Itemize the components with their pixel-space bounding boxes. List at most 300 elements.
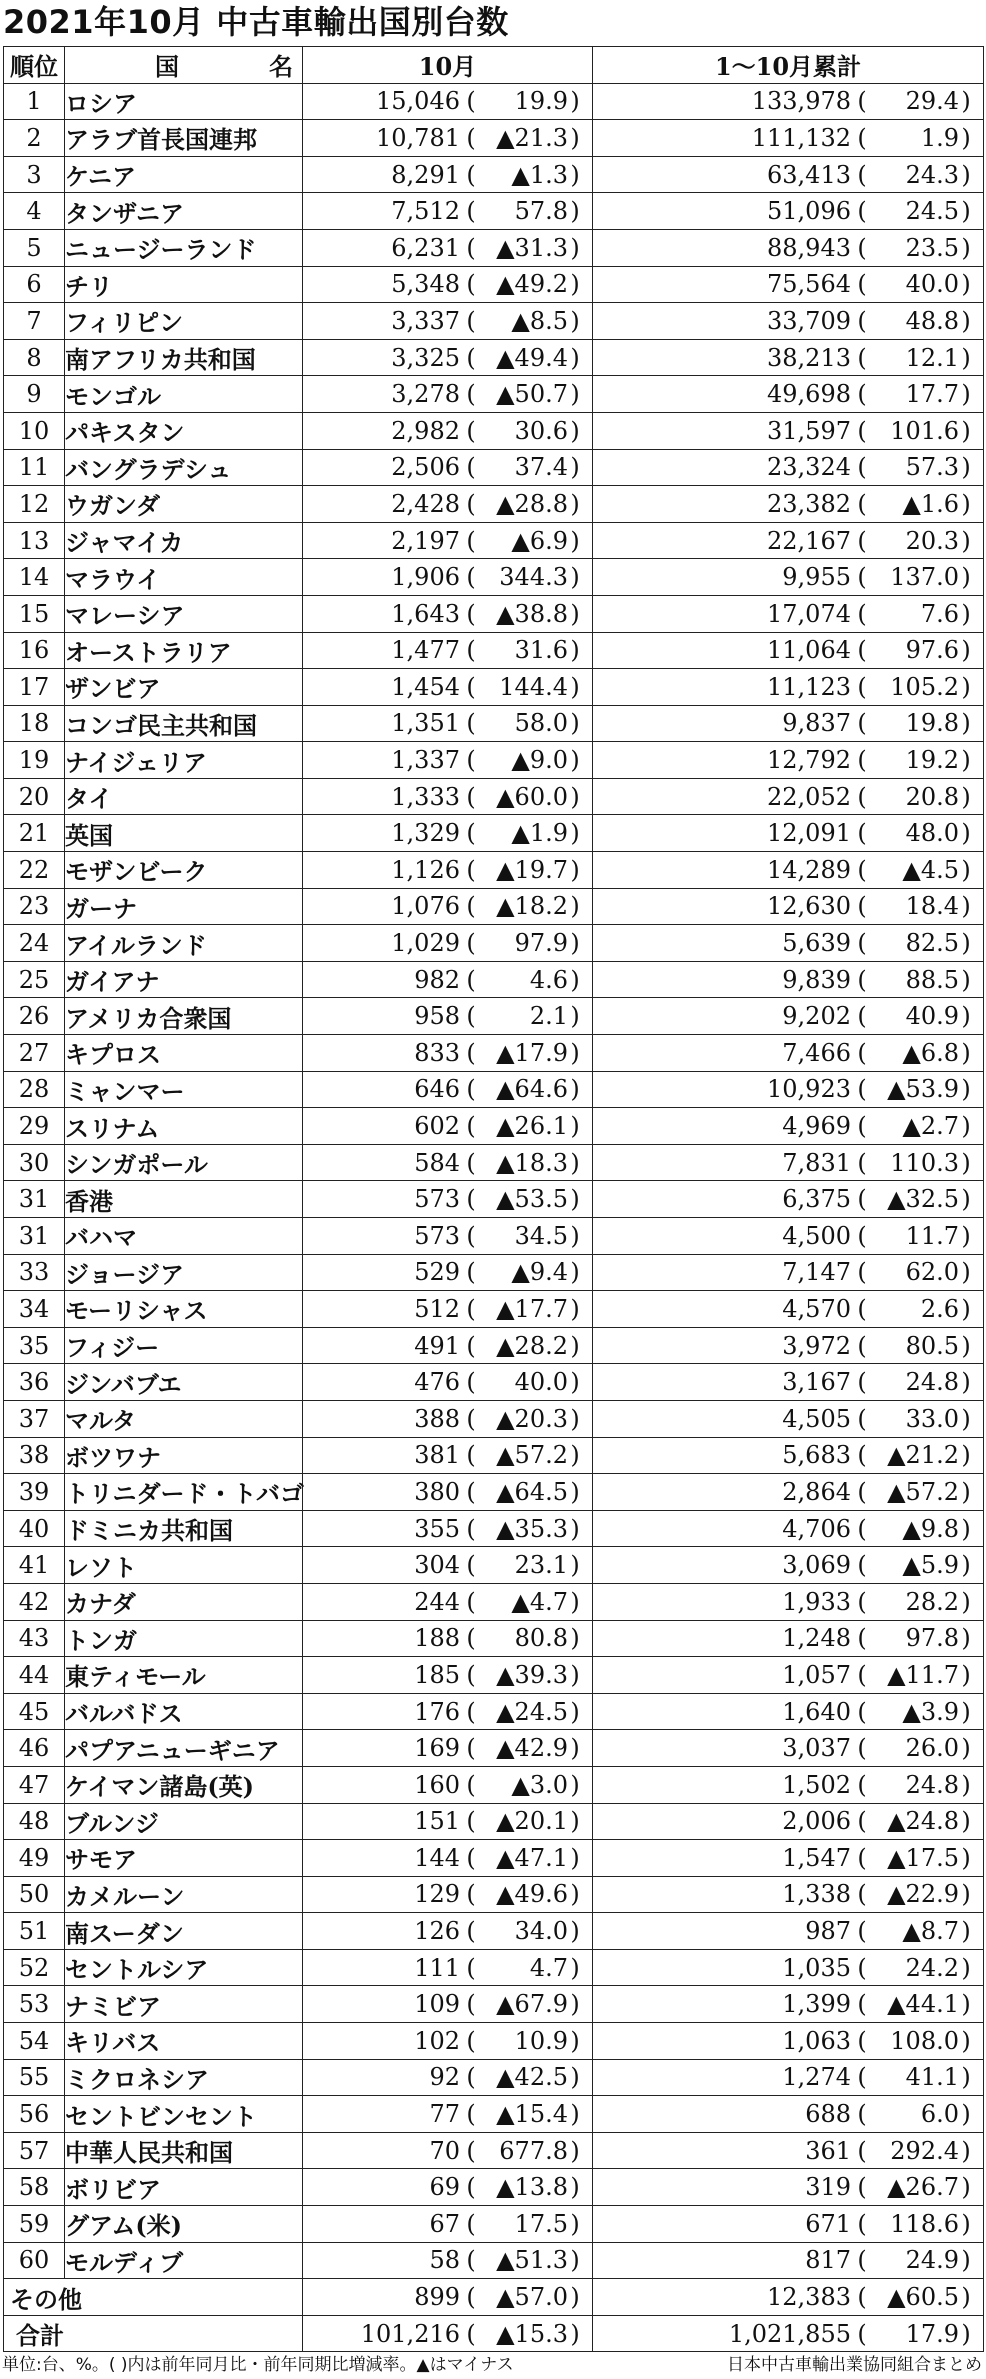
month-change: 40.0 xyxy=(514,1368,568,1397)
month-value: 10,781 xyxy=(376,123,460,152)
cumulative-value-cell: 817 ( 24.9 ) xyxy=(593,2242,984,2279)
cumulative-change: ▲6.8 xyxy=(902,1038,959,1067)
month-change: ▲21.3 xyxy=(496,123,568,152)
month-value: 476 xyxy=(414,1368,460,1397)
cumulative-value: 1,547 xyxy=(782,1843,851,1872)
month-change: 23.1 xyxy=(514,1551,568,1580)
table-row xyxy=(4,2242,984,2279)
country-cell: モンゴル xyxy=(65,376,303,413)
month-value-cell: 2,428 ( ▲28.8 ) xyxy=(303,486,593,523)
other-cumulative-change: ▲60.5 xyxy=(887,2283,959,2312)
country-cell: キプロス xyxy=(65,1035,303,1072)
cumulative-change: 24.9 xyxy=(905,2246,959,2275)
month-change: ▲24.5 xyxy=(496,1697,568,1726)
rank-cell: 55 xyxy=(4,2059,65,2096)
footer-note: 単位:台、%。( )内は前年同月比・前年同期比増減率。▲はマイナス xyxy=(2,2355,514,2375)
month-change: ▲28.8 xyxy=(496,489,568,518)
cumulative-value-cell: 1,640 ( ▲3.9 ) xyxy=(593,1693,984,1730)
month-change: ▲17.7 xyxy=(496,1294,568,1323)
table-row xyxy=(4,193,984,230)
cumulative-value: 1,248 xyxy=(782,1624,851,1653)
cumulative-value-cell: 22,167 ( 20.3 ) xyxy=(593,522,984,559)
month-value: 129 xyxy=(414,1880,460,1909)
cumulative-change: ▲8.7 xyxy=(902,1917,959,1946)
country-cell: ナミビア xyxy=(65,1986,303,2023)
table-row xyxy=(4,1144,984,1181)
month-value: 111 xyxy=(414,1953,460,1982)
country-cell: ミャンマー xyxy=(65,1071,303,1108)
rank-cell: 39 xyxy=(4,1474,65,1511)
cumulative-change: 7.6 xyxy=(920,599,959,628)
cumulative-change: ▲3.9 xyxy=(902,1697,959,1726)
table-row xyxy=(4,669,984,706)
cumulative-value-cell: 9,202 ( 40.9 ) xyxy=(593,998,984,1035)
country-cell: マレーシア xyxy=(65,595,303,632)
rank-cell: 40 xyxy=(4,1510,65,1547)
country-cell: パプアニューギニア xyxy=(65,1730,303,1767)
month-value-cell: 1,126 ( ▲19.7 ) xyxy=(303,852,593,889)
month-value-cell: 1,029 ( 97.9 ) xyxy=(303,925,593,962)
cumulative-value: 3,167 xyxy=(782,1368,851,1397)
month-change: ▲3.0 xyxy=(511,1770,568,1799)
country-cell: コンゴ民主共和国 xyxy=(65,705,303,742)
cumulative-change: 18.4 xyxy=(905,892,959,921)
cumulative-value: 817 xyxy=(805,2246,851,2275)
rank-cell: 31 xyxy=(4,1218,65,1255)
month-value-cell: 958 ( 2.1 ) xyxy=(303,998,593,1035)
month-value: 77 xyxy=(429,2100,460,2129)
cumulative-change: 105.2 xyxy=(890,672,959,701)
cumulative-value: 51,096 xyxy=(767,197,851,226)
month-value: 1,029 xyxy=(391,929,460,958)
month-value: 2,197 xyxy=(391,526,460,555)
month-value-cell: 69 ( ▲13.8 ) xyxy=(303,2169,593,2206)
month-value: 5,348 xyxy=(391,270,460,299)
cumulative-change: ▲21.2 xyxy=(887,1441,959,1470)
month-value-cell: 2,982 ( 30.6 ) xyxy=(303,412,593,449)
table-row xyxy=(4,1766,984,1803)
month-change: 34.5 xyxy=(514,1221,568,1250)
cumulative-change: ▲11.7 xyxy=(887,1660,959,1689)
rank-cell: 26 xyxy=(4,998,65,1035)
table-row xyxy=(4,595,984,632)
table-row xyxy=(4,449,984,486)
cumulative-value-cell: 4,500 ( 11.7 ) xyxy=(593,1218,984,1255)
cumulative-change: 88.5 xyxy=(905,965,959,994)
country-cell: ウガンダ xyxy=(65,486,303,523)
month-change: ▲19.7 xyxy=(496,855,568,884)
month-change: 2.1 xyxy=(529,1002,568,1031)
rank-cell: 46 xyxy=(4,1730,65,1767)
month-value: 584 xyxy=(414,1148,460,1177)
country-cell: シンガポール xyxy=(65,1144,303,1181)
month-value-cell: 646 ( ▲64.6 ) xyxy=(303,1071,593,1108)
cumulative-value-cell: 12,630 ( 18.4 ) xyxy=(593,888,984,925)
month-change: ▲26.1 xyxy=(496,1112,568,1141)
month-value: 355 xyxy=(414,1514,460,1543)
cumulative-value-cell: 1,933 ( 28.2 ) xyxy=(593,1583,984,1620)
total-cumulative-change: 17.9 xyxy=(905,2319,959,2348)
month-value: 1,329 xyxy=(391,819,460,848)
cumulative-change: 41.1 xyxy=(905,2063,959,2092)
month-change: 34.0 xyxy=(514,1917,568,1946)
month-change: ▲67.9 xyxy=(496,1990,568,2019)
month-value: 512 xyxy=(414,1294,460,1323)
total-cumulative-value: 1,021,855 xyxy=(728,2319,851,2348)
month-value: 573 xyxy=(414,1185,460,1214)
rank-cell: 4 xyxy=(4,193,65,230)
rank-cell: 56 xyxy=(4,2096,65,2133)
country-cell: ジャマイカ xyxy=(65,522,303,559)
cumulative-value-cell: 987 ( ▲8.7 ) xyxy=(593,1913,984,1950)
month-value-cell: 602 ( ▲26.1 ) xyxy=(303,1108,593,1145)
rank-cell: 47 xyxy=(4,1766,65,1803)
country-cell: モルディブ xyxy=(65,2242,303,2279)
month-value: 1,126 xyxy=(391,855,460,884)
month-change: 37.4 xyxy=(514,453,568,482)
cumulative-value: 1,274 xyxy=(782,2063,851,2092)
cumulative-change: 17.7 xyxy=(905,380,959,409)
month-value-cell: 67 ( 17.5 ) xyxy=(303,2206,593,2243)
rank-cell: 45 xyxy=(4,1693,65,1730)
cumulative-value-cell: 133,978 ( 29.4 ) xyxy=(593,83,984,120)
cumulative-value-cell: 111,132 ( 1.9 ) xyxy=(593,120,984,157)
cumulative-value-cell: 671 ( 118.6 ) xyxy=(593,2206,984,2243)
cumulative-value: 3,069 xyxy=(782,1551,851,1580)
month-change: ▲50.7 xyxy=(496,380,568,409)
cumulative-value: 1,933 xyxy=(782,1587,851,1616)
month-value-cell: 244 ( ▲4.7 ) xyxy=(303,1583,593,1620)
table-row xyxy=(4,925,984,962)
month-value: 833 xyxy=(414,1038,460,1067)
country-cell: レソト xyxy=(65,1547,303,1584)
rank-cell: 57 xyxy=(4,2132,65,2169)
cumulative-value-cell: 38,213 ( 12.1 ) xyxy=(593,339,984,376)
month-value: 1,333 xyxy=(391,782,460,811)
month-change: 31.6 xyxy=(514,636,568,665)
month-value: 1,337 xyxy=(391,746,460,775)
cumulative-change: 57.3 xyxy=(905,453,959,482)
cumulative-value: 111,132 xyxy=(751,123,851,152)
month-value-cell: 176 ( ▲24.5 ) xyxy=(303,1693,593,1730)
table-row xyxy=(4,1583,984,1620)
country-cell: マルタ xyxy=(65,1400,303,1437)
cumulative-value-cell: 361 ( 292.4 ) xyxy=(593,2132,984,2169)
month-change: 97.9 xyxy=(514,929,568,958)
month-change: ▲18.2 xyxy=(496,892,568,921)
cumulative-change: 23.5 xyxy=(905,233,959,262)
country-cell: ボツワナ xyxy=(65,1437,303,1474)
country-cell: バングラデシュ xyxy=(65,449,303,486)
table-row xyxy=(4,1913,984,1950)
month-change: ▲64.5 xyxy=(496,1477,568,1506)
cumulative-value-cell: 3,972 ( 80.5 ) xyxy=(593,1327,984,1364)
other-label: その他 xyxy=(4,2279,303,2316)
month-value-cell: 1,329 ( ▲1.9 ) xyxy=(303,815,593,852)
header-month: 10月 xyxy=(303,47,593,84)
cumulative-value: 17,074 xyxy=(767,599,851,628)
month-value: 58 xyxy=(429,2246,460,2275)
cumulative-value-cell: 51,096 ( 24.5 ) xyxy=(593,193,984,230)
month-value: 529 xyxy=(414,1258,460,1287)
month-value: 6,231 xyxy=(391,233,460,262)
other-row xyxy=(4,2279,984,2316)
cumulative-value-cell: 9,837 ( 19.8 ) xyxy=(593,705,984,742)
table-row xyxy=(4,961,984,998)
cumulative-change: 108.0 xyxy=(890,2026,959,2055)
country-cell: フィリピン xyxy=(65,303,303,340)
rank-cell: 53 xyxy=(4,1986,65,2023)
cumulative-value: 7,831 xyxy=(782,1148,851,1177)
cumulative-change: ▲17.5 xyxy=(887,1843,959,1872)
month-value-cell: 529 ( ▲9.4 ) xyxy=(303,1254,593,1291)
table-row xyxy=(4,1803,984,1840)
month-change: ▲53.5 xyxy=(496,1185,568,1214)
rank-cell: 34 xyxy=(4,1291,65,1328)
cumulative-value: 12,630 xyxy=(767,892,851,921)
month-value-cell: 144 ( ▲47.1 ) xyxy=(303,1840,593,1877)
total-row xyxy=(4,2315,984,2352)
country-cell: パキスタン xyxy=(65,412,303,449)
total-month-change: ▲15.3 xyxy=(496,2319,568,2348)
table-row xyxy=(4,1547,984,1584)
cumulative-change: 28.2 xyxy=(905,1587,959,1616)
cumulative-value: 4,969 xyxy=(782,1112,851,1141)
cumulative-value: 2,864 xyxy=(782,1477,851,1506)
month-change: 58.0 xyxy=(514,709,568,738)
rank-cell: 10 xyxy=(4,412,65,449)
country-cell: ドミニカ共和国 xyxy=(65,1510,303,1547)
rank-cell: 13 xyxy=(4,522,65,559)
month-value-cell: 388 ( ▲20.3 ) xyxy=(303,1400,593,1437)
table-row xyxy=(4,1510,984,1547)
cumulative-value: 75,564 xyxy=(767,270,851,299)
country-cell: トリニダード・トバゴ xyxy=(65,1474,303,1511)
month-change: 19.9 xyxy=(514,87,568,116)
month-value: 388 xyxy=(414,1404,460,1433)
month-value-cell: 109 ( ▲67.9 ) xyxy=(303,1986,593,2023)
month-value: 244 xyxy=(414,1587,460,1616)
country-cell: サモア xyxy=(65,1840,303,1877)
cumulative-value: 4,706 xyxy=(782,1514,851,1543)
cumulative-change: ▲22.9 xyxy=(887,1880,959,1909)
rank-cell: 17 xyxy=(4,669,65,706)
cumulative-change: ▲57.2 xyxy=(887,1477,959,1506)
table-row xyxy=(4,1876,984,1913)
month-value-cell: 77 ( ▲15.4 ) xyxy=(303,2096,593,2133)
country-cell: フィジー xyxy=(65,1327,303,1364)
month-value: 8,291 xyxy=(391,160,460,189)
table-row xyxy=(4,1657,984,1694)
month-value: 3,325 xyxy=(391,343,460,372)
rank-cell: 5 xyxy=(4,229,65,266)
table-row xyxy=(4,742,984,779)
month-value-cell: 476 ( 40.0 ) xyxy=(303,1364,593,1401)
cumulative-value-cell: 14,289 ( ▲4.5 ) xyxy=(593,852,984,889)
cumulative-value: 88,943 xyxy=(767,233,851,262)
month-change: ▲1.9 xyxy=(511,819,568,848)
month-change: 57.8 xyxy=(514,197,568,226)
cumulative-value-cell: 1,248 ( 97.8 ) xyxy=(593,1620,984,1657)
month-value: 1,351 xyxy=(391,709,460,738)
cumulative-value-cell: 23,382 ( ▲1.6 ) xyxy=(593,486,984,523)
country-cell: バルバドス xyxy=(65,1693,303,1730)
country-cell: ケニア xyxy=(65,156,303,193)
cumulative-value-cell: 9,839 ( 88.5 ) xyxy=(593,961,984,998)
cumulative-change: 19.2 xyxy=(905,746,959,775)
table-row xyxy=(4,2023,984,2060)
cumulative-value: 22,167 xyxy=(767,526,851,555)
rank-cell: 51 xyxy=(4,1913,65,1950)
rank-cell: 48 xyxy=(4,1803,65,1840)
cumulative-value: 688 xyxy=(805,2100,851,2129)
rank-cell: 54 xyxy=(4,2023,65,2060)
month-value: 169 xyxy=(414,1734,460,1763)
month-value: 176 xyxy=(414,1697,460,1726)
cumulative-value-cell: 31,597 ( 101.6 ) xyxy=(593,412,984,449)
country-cell: タイ xyxy=(65,778,303,815)
rank-cell: 28 xyxy=(4,1071,65,1108)
month-value: 1,643 xyxy=(391,599,460,628)
cumulative-value-cell: 1,547 ( ▲17.5 ) xyxy=(593,1840,984,1877)
cumulative-change: ▲44.1 xyxy=(887,1990,959,2019)
cumulative-value-cell: 1,063 ( 108.0 ) xyxy=(593,2023,984,2060)
table-row xyxy=(4,1474,984,1511)
cumulative-value-cell: 688 ( 6.0 ) xyxy=(593,2096,984,2133)
rank-cell: 38 xyxy=(4,1437,65,1474)
month-change: ▲20.3 xyxy=(496,1404,568,1433)
month-value-cell: 102 ( 10.9 ) xyxy=(303,2023,593,2060)
country-cell: 東ティモール xyxy=(65,1657,303,1694)
month-change: ▲47.1 xyxy=(496,1843,568,1872)
cumulative-change: 24.2 xyxy=(905,1953,959,1982)
cumulative-change: 40.9 xyxy=(905,1002,959,1031)
month-change: 4.6 xyxy=(529,965,568,994)
country-cell: タンザニア xyxy=(65,193,303,230)
month-value: 380 xyxy=(414,1477,460,1506)
cumulative-value-cell: 12,091 ( 48.0 ) xyxy=(593,815,984,852)
table-row xyxy=(4,1693,984,1730)
country-cell: ジンバブエ xyxy=(65,1364,303,1401)
cumulative-value: 7,147 xyxy=(782,1258,851,1287)
table-row xyxy=(4,1840,984,1877)
country-cell: カメルーン xyxy=(65,1876,303,1913)
country-cell: キリバス xyxy=(65,2023,303,2060)
month-change: ▲49.2 xyxy=(496,270,568,299)
month-value: 381 xyxy=(414,1441,460,1470)
cumulative-value: 1,399 xyxy=(782,1990,851,2019)
cumulative-change: 24.3 xyxy=(905,160,959,189)
cumulative-value-cell: 6,375 ( ▲32.5 ) xyxy=(593,1181,984,1218)
cumulative-value-cell: 11,064 ( 97.6 ) xyxy=(593,632,984,669)
country-cell: ナイジェリア xyxy=(65,742,303,779)
cumulative-value-cell: 4,505 ( 33.0 ) xyxy=(593,1400,984,1437)
cumulative-value-cell: 1,274 ( 41.1 ) xyxy=(593,2059,984,2096)
cumulative-change: ▲53.9 xyxy=(887,1075,959,1104)
table-row xyxy=(4,852,984,889)
month-value: 646 xyxy=(414,1075,460,1104)
country-cell: 中華人民共和国 xyxy=(65,2132,303,2169)
cumulative-change: 137.0 xyxy=(890,563,959,592)
table-row xyxy=(4,1949,984,1986)
cumulative-value-cell: 1,502 ( 24.8 ) xyxy=(593,1766,984,1803)
table-row xyxy=(4,156,984,193)
cumulative-change: 6.0 xyxy=(920,2100,959,2129)
rank-cell: 3 xyxy=(4,156,65,193)
table-row xyxy=(4,1400,984,1437)
cumulative-change: 40.0 xyxy=(905,270,959,299)
cumulative-change: 80.5 xyxy=(905,1331,959,1360)
table-row xyxy=(4,376,984,413)
month-value: 151 xyxy=(414,1807,460,1836)
country-cell: ロシア xyxy=(65,83,303,120)
rank-cell: 18 xyxy=(4,705,65,742)
month-value-cell: 129 ( ▲49.6 ) xyxy=(303,1876,593,1913)
cumulative-value: 7,466 xyxy=(782,1038,851,1067)
country-cell: バハマ xyxy=(65,1218,303,1255)
country-cell: モーリシャス xyxy=(65,1291,303,1328)
cumulative-change: 48.0 xyxy=(905,819,959,848)
country-cell: ザンビア xyxy=(65,669,303,706)
month-value-cell: 380 ( ▲64.5 ) xyxy=(303,1474,593,1511)
country-cell: 香港 xyxy=(65,1181,303,1218)
month-change: ▲57.2 xyxy=(496,1441,568,1470)
month-change: 344.3 xyxy=(499,563,568,592)
cumulative-value: 23,324 xyxy=(767,453,851,482)
cumulative-change: 97.6 xyxy=(905,636,959,665)
cumulative-change: ▲26.7 xyxy=(887,2173,959,2202)
table-row xyxy=(4,303,984,340)
other-month-change: ▲57.0 xyxy=(496,2283,568,2312)
rank-cell: 15 xyxy=(4,595,65,632)
table-row xyxy=(4,2132,984,2169)
month-value: 70 xyxy=(429,2136,460,2165)
rank-cell: 12 xyxy=(4,486,65,523)
month-value-cell: 126 ( 34.0 ) xyxy=(303,1913,593,1950)
table-row xyxy=(4,1986,984,2023)
cumulative-value-cell: 2,864 ( ▲57.2 ) xyxy=(593,1474,984,1511)
month-value-cell: 3,325 ( ▲49.4 ) xyxy=(303,339,593,376)
month-change: ▲9.4 xyxy=(511,1258,568,1287)
month-value: 15,046 xyxy=(376,87,460,116)
rank-cell: 50 xyxy=(4,1876,65,1913)
country-cell: ジョージア xyxy=(65,1254,303,1291)
cumulative-change: 11.7 xyxy=(905,1221,959,1250)
month-value-cell: 185 ( ▲39.3 ) xyxy=(303,1657,593,1694)
rank-cell: 35 xyxy=(4,1327,65,1364)
cumulative-value-cell: 49,698 ( 17.7 ) xyxy=(593,376,984,413)
month-change: ▲64.6 xyxy=(496,1075,568,1104)
month-value-cell: 355 ( ▲35.3 ) xyxy=(303,1510,593,1547)
rank-cell: 29 xyxy=(4,1108,65,1145)
cumulative-value: 5,683 xyxy=(782,1441,851,1470)
header-rank: 順位 xyxy=(4,47,65,84)
month-value-cell: 304 ( 23.1 ) xyxy=(303,1547,593,1584)
cumulative-value: 49,698 xyxy=(767,380,851,409)
cumulative-change: 20.8 xyxy=(905,782,959,811)
table-row xyxy=(4,2206,984,2243)
table-row xyxy=(4,1218,984,1255)
rank-cell: 36 xyxy=(4,1364,65,1401)
rank-cell: 43 xyxy=(4,1620,65,1657)
cumulative-change: 24.8 xyxy=(905,1770,959,1799)
cumulative-value-cell: 2,006 ( ▲24.8 ) xyxy=(593,1803,984,1840)
month-value-cell: 160 ( ▲3.0 ) xyxy=(303,1766,593,1803)
cumulative-value: 3,972 xyxy=(782,1331,851,1360)
cumulative-change: 19.8 xyxy=(905,709,959,738)
month-value-cell: 5,348 ( ▲49.2 ) xyxy=(303,266,593,303)
country-cell: ケイマン諸島(英) xyxy=(65,1766,303,1803)
